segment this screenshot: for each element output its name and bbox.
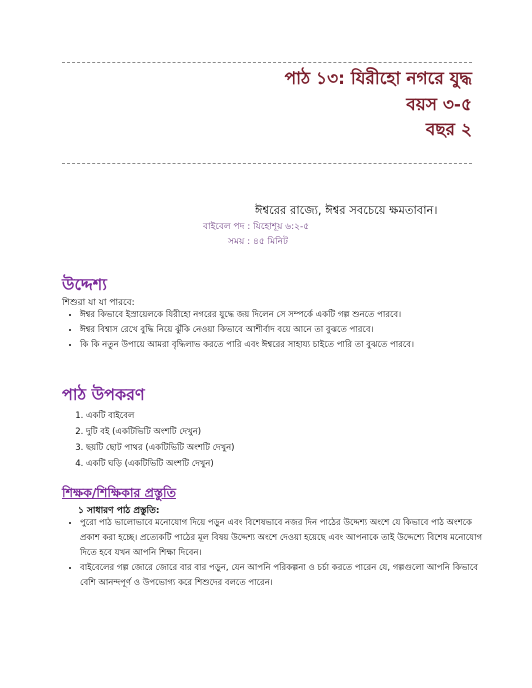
prep-item: • বাইবেলের গল্প জোরে জোরে বার বার পড়ুন, যেন আপনি পরিকল্পনা ও চর্চা করতে পারেন যে, গল্পগুলো আপনি কিভাবে বেশি আনন্দপূর্ণ ও উপভোগ্য করে শিশুদের বলতে পারেন।	[80, 561, 490, 591]
prep-item: • পুরো পাঠ ভালোভাবে মনোযোগ দিয়ে পড়ুন এবং বিশেষভাবে নজর দিন পাঠের উদ্দেশ্য অংশে যে কিভাবে পাঠ অংশকে প্রকাশ করা হচ্ছে। প্রত্যেকটি পাঠের মূল বিষয় উদ্দেশ্য অংশে দেওয়া হয়েছে এবং আপনাকে তাই উদ্দেশ্যে বিশেষ মনোযোগ দিতে হবে যখন আপনি শিক্ষা দিবেন।	[80, 516, 490, 561]
objectives-heading: উদ্দেশ্য	[62, 275, 107, 294]
objective-item: • ঈশ্বর বিশ্বাস রেখে বুদ্ধি নিয়ে ঝুঁকি নেওয়া কিভাবে আশীর্বাদ বয়ে আনে তা বুঝতে পারবে।	[80, 323, 485, 338]
top-divider	[62, 62, 472, 63]
lesson-duration: সময় : ৪৫ মিনিট	[228, 237, 288, 247]
material-item: 3. ছয়টি ছোট পাথর (একটিভিটি অংশটি দেখুন)	[86, 440, 234, 456]
materials-heading: পাঠ উপকরণ	[62, 385, 145, 404]
teacher-prep-heading: শিক্ষক/শিক্ষিকার প্রস্তুতি	[62, 485, 176, 500]
prep-list	[62, 516, 490, 591]
header-divider	[62, 163, 472, 164]
prep-subheading: ১ সাধারণ পাঠ প্রস্তুতি:	[78, 506, 160, 516]
material-item: 2. দুটি বই (একটিভিটি অংশটি দেখুন)	[86, 424, 234, 440]
objective-item: • ঈশ্বর কিভাবে ইস্রায়েলকে যিরীহো নগরের যুদ্ধে জয় দিলেন সে সম্পর্কে একটি গল্প শুনতে পারবে।	[80, 308, 485, 323]
objectives-list	[62, 308, 485, 353]
lesson-title: পাঠ ১৩: যিরীহো নগরে যুদ্ধ	[284, 69, 472, 89]
material-item: 1. একটি বাইবেল	[86, 408, 234, 424]
bible-verse: বাইবেল পদ : যিহোশূয় ৬:২-৫	[203, 222, 310, 232]
lesson-theme: ঈশ্বরের রাজ্যে, ঈশ্বর সবচেয়ে ক্ষমতাবান।	[255, 203, 438, 217]
year-label: বছর ২	[425, 120, 472, 140]
material-item: 4. একটি ঘড়ি (একটিভিটি অংশটি দেখুন)	[86, 456, 234, 472]
age-range: বয়স ৩-৫	[406, 95, 472, 115]
materials-list	[62, 408, 234, 472]
objective-item: • কি কি নতুন উপায়ে আমরা বৃদ্ধিলাভ করতে পারি এবং ঈশ্বরের সাহায্য চাইতে পারি তা বুঝতে পারবে।	[80, 338, 485, 353]
objectives-intro: শিশুরা যা যা পারবে:	[62, 298, 135, 308]
